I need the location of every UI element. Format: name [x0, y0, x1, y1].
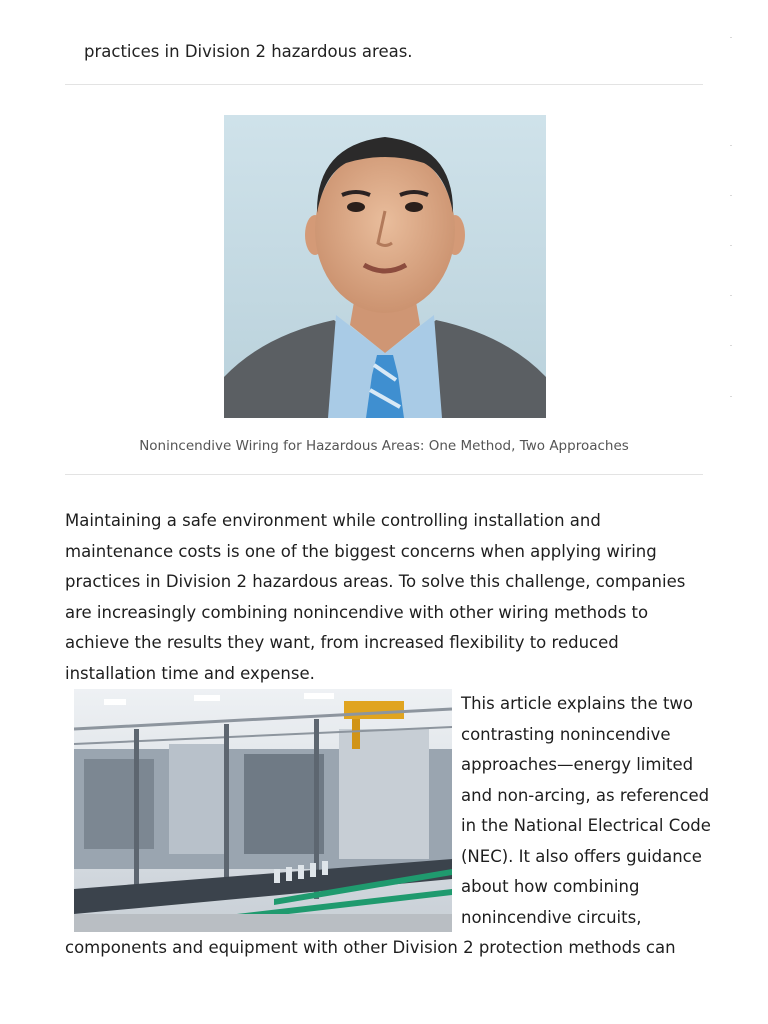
wrapped-text-line: approaches—energy limited	[461, 755, 694, 774]
edge-mark	[730, 295, 732, 296]
divider-bottom	[65, 474, 703, 475]
divider-top	[65, 84, 703, 85]
edge-mark	[730, 345, 732, 346]
factory-line-image	[74, 689, 452, 932]
wrapped-text-line: This article explains the two	[461, 694, 694, 713]
wrapped-text-line: nonincendive circuits,	[461, 907, 642, 927]
edge-mark	[730, 37, 732, 38]
wrapped-text-line: components and equipment with other Division 2 protection methods can	[65, 938, 676, 957]
figure-caption: Nonincendive Wiring for Hazardous Areas: One Method, Two Approaches	[139, 438, 629, 454]
edge-mark	[730, 396, 732, 397]
author-portrait-image	[224, 115, 546, 418]
article-paragraph-1: Maintaining a safe environment while controlling installation and maintenance costs is one of the biggest concerns when applying wiring practices in Division 2 hazardous areas. To solve this challenge, companies are increasingly combining nonincendive with other wiring methods to achieve the results they want, from increased flexibility to reduced installation time and expense.	[65, 511, 686, 683]
wrapped-text-line: (NEC). It also offers guidance	[461, 846, 702, 866]
wrapped-text-line: contrasting nonincendive	[461, 724, 671, 744]
wrapped-text-line: about how combining	[461, 877, 640, 896]
edge-mark	[730, 145, 732, 146]
edge-mark	[730, 195, 732, 196]
wrapped-text-line: and non-arcing, as referenced	[461, 785, 710, 805]
edge-mark	[730, 245, 732, 246]
intro-text-tail: practices in Division 2 hazardous areas.	[84, 42, 413, 61]
wrapped-text-line: in the National Electrical Code	[461, 816, 711, 835]
